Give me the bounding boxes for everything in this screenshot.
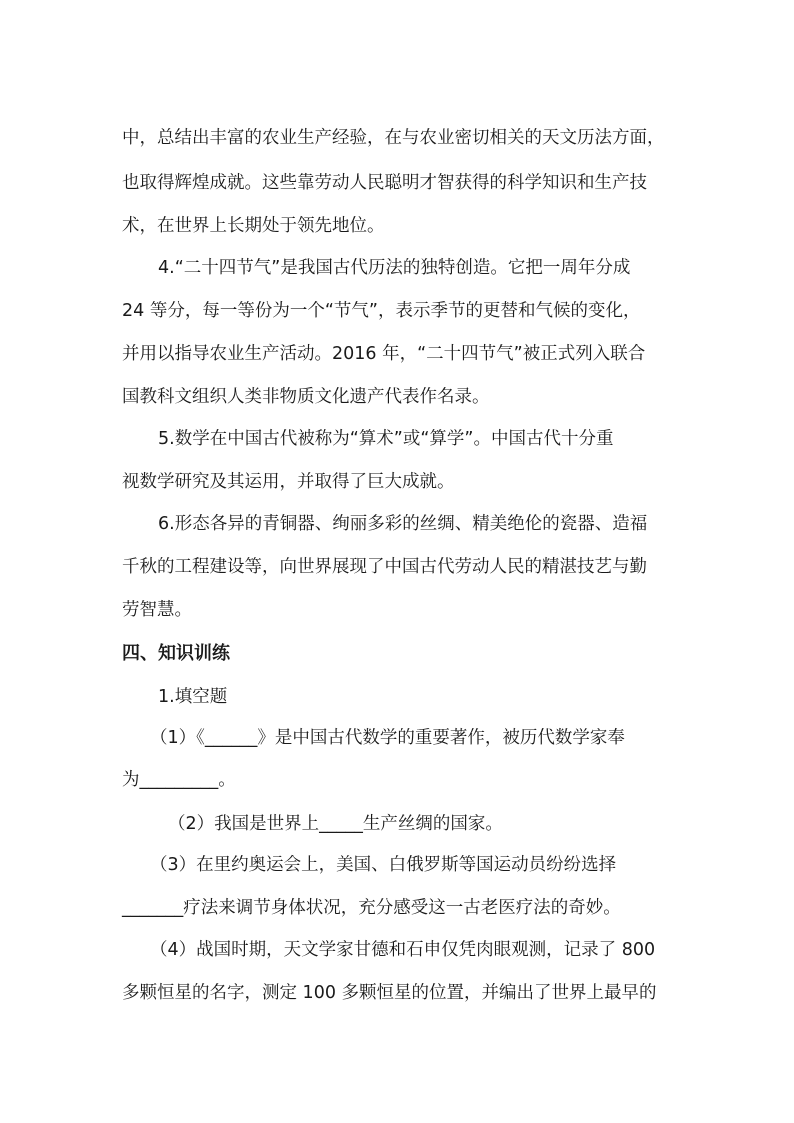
question-3-line: （3）在里约奥运会上，美国、白俄罗斯等国运动员纷纷选择 xyxy=(150,855,617,875)
paragraph-line: 术，在世界上长期处于领先地位。 xyxy=(122,216,385,236)
question-1-line: 为_________。 xyxy=(122,770,236,790)
item-6-line: 劳智慧。 xyxy=(122,600,192,620)
item-4-line: 并用以指导农业生产活动。2016 年，“二十四节气”被正式列入联合 xyxy=(122,344,646,364)
item-6-line: 千秋的工程建设等，向世界展现了中国古代劳动人民的精湛技艺与勤 xyxy=(122,557,647,577)
question-2-line: （2）我国是世界上_____生产丝绸的国家。 xyxy=(168,814,503,834)
item-4-line: 24 等分，每一等份为一个“节气”，表示季节的更替和气候的变化， xyxy=(122,301,641,321)
sub-heading: 1.填空题 xyxy=(158,687,228,707)
paragraph-line: 中，总结出丰富的农业生产经验，在与农业密切相关的天文历法方面， xyxy=(122,128,665,148)
paragraph-line: 也取得辉煌成就。这些靠劳动人民聪明才智获得的科学知识和生产技 xyxy=(122,173,647,193)
question-1-line: （1）《______》是中国古代数学的重要著作，被历代数学家奉 xyxy=(150,728,625,748)
item-6-line: 6.形态各异的青铜器、绚丽多彩的丝绸、精美绝伦的瓷器、造福 xyxy=(158,514,648,534)
item-5-line: 视数学研究及其运用，并取得了巨大成就。 xyxy=(122,472,455,492)
item-4-line: 国教科文组织人类非物质文化遗产代表作名录。 xyxy=(122,387,490,407)
section-heading: 四、知识训练 xyxy=(122,643,230,664)
question-3-line: _______疗法来调节身体状况，充分感受这一古老医疗法的奇妙。 xyxy=(122,898,621,918)
question-4-line: 多颗恒星的名字，测定 100 多颗恒星的位置，并编出了世界上最早的 xyxy=(122,983,657,1003)
item-4-line: 4.“二十四节气”是我国古代历法的独特创造。它把一周年分成 xyxy=(158,258,631,278)
question-4-line: （4）战国时期，天文学家甘德和石申仅凭肉眼观测，记录了 800 xyxy=(150,940,656,960)
item-5-line: 5.数学在中国古代被称为“算术”或“算学”。中国古代十分重 xyxy=(158,429,614,449)
